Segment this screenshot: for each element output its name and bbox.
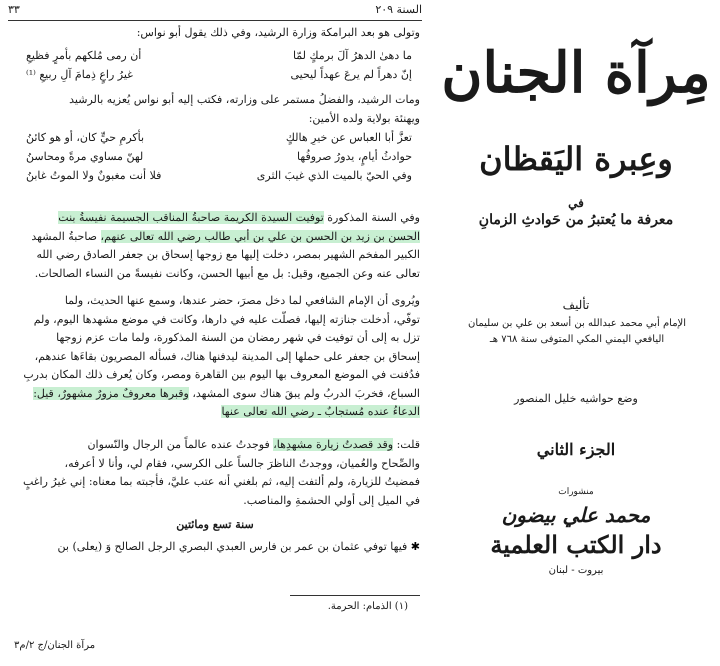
poem2-verse-1: تعزَّ أبا العباس عن خيرِ هالكٍ بأكرمِ حيٍّ كان، أو هو كائنُ [26,131,412,144]
highlight-3: وقبرها معروفٌ مزورٌ مشهورٌ، قيل: [33,386,189,400]
author-line-2: اليافعي اليمني المكي المتوفى سنة ٧٦٨ هـ [489,334,665,345]
book-title: مِرآة الجنان [441,40,711,106]
authorship-label: تأليف [562,298,590,312]
footnote: (١) الذمام: الحرمة. [327,601,408,612]
editor: وضع حواشيه خليل المنصور [514,392,638,405]
publisher: دار الكتب العلمية [490,530,662,559]
highlight-1: توفيت السيدة الكريمة صاحبةُ المناقب الجسيمة نفيسةُ بنت [58,211,324,224]
publisher-name: محمد علي بيضون [501,503,651,527]
paragraph-visit: قلت: وقد قصدتُ زيارة مشهدِها، فوجدتُ عنده عالماً من الرجال والنّسوان والصِّحاح والعُميان، ووجدتُ الناظرَ جالساً على الكرسي، فقام لي، وأنا لا أعرفه، فمضيتُ للزيارة، ولم ألتفت إليه، ثم بلغني أنه عتب عليَّ، فأجبته بما معناه: إني غيرُ راغبٍ في الميل إلى أولي الحشمةِ والمناصب. [23,438,420,507]
poem2-verse-2: حوادثُ أيامٍ، يدورُ صروفُها لهنّ مساوي مرةً ومحاسنُ [26,150,412,163]
publisher-city: بيروت - لبنان [548,565,604,576]
poem1-verse-2: إنّ دهراً لم يرعَ عهداً ليحيى غيرُ راعٍ ذِمامَ آلِ ربيعِ ⁽¹⁾ [26,68,412,81]
book-subtitle: وعِبرة اليَقظان [479,140,673,178]
poem2-verse-3: وفي الحيّ بالميت الذي غيبَ الثرى فلا أنت مغبونٌ ولا الموتُ غابنُ [26,169,412,182]
highlight-5: وقد قصدتُ زيارة مشهدِها، [273,438,394,451]
bullet-entry: ✱ فيها توفي عثمان بن عمر بن فارس العبدي البصري الرجل الصالح وَ (يعلى) بن [57,540,420,553]
page-footer: مرآة الجنان/ج ٢/م٣ [14,640,96,651]
page-number: ٣٣ [8,3,20,16]
header-rule [8,20,422,21]
asterisk-icon: ✱ [407,540,420,553]
title-page [430,0,720,666]
paragraph-death-rashid: ومات الرشيد، والفضلُ مستمر على وزارته، فكتب إليه أبو نواس يُعزيه بالرشيد ويهنئة بولاية ولده الأمين: [69,93,420,125]
subtitle-fi: في [568,196,584,210]
author-line-1: الإمام أبي محمد عبدالله بن أسعد بن علي بن سليمان [467,318,687,329]
paragraph-shafii: ويُروى أن الإمام الشافعي لما دخل مصرَ، حضر عندها، وسمع عنها الحديث، ولما توفّي، أدخلت جنازته إليها، فصلّت عليه في دارها، وكانت في موضع مشهدها اليوم، ولم تزل به إلى أن توفيت في شهر رمضان من السنة المذكورة، ولما مات عزم زوجها إسحاق بن جعفر على حملها إلى المدينة ليدفنها هناك، فسأله المصريون بقاءَها عندهم، فدُفنت في الموضع المعروف بها اليوم بين القاهرة ومصر، وكان يُعرف ذلك المكان بدربِ السباع، فخربَ الدربُ ولم يبقَ هناك سوى المشهد، وقبرها معروفٌ مزورٌ مشهورٌ، قيل: الدعاءُ عنده مُستجابٌ ـ رضي الله تعالى عنها [23,294,420,418]
paragraph-nafisa: وفي السنة المذكورة توفيت السيدة الكريمة صاحبةُ المناقب الجسيمة نفيسةُ بنت الحسن بن زيد بن الحسن بن علي بن أبي طالب رضي الله تعالى عنهم، صاحبةُ المشهد الكبير المفخم الشهير بمصر، دخلت إليها مع زوجها إسحاق بن جعفر الصادق رضي الله تعالى عنه وعن الجميع، وقيل: بل مع أبيها الحسن، وكانت نفيسةً من النساء الصالحات. [31,211,420,280]
highlight-4: الدعاءُ عنده مُستجابٌ ـ رضي الله تعالى عنها [221,405,420,418]
poem1-verse-1: ما دهىٰ الدهرُ آلَ برمكٍ لمّا أن رمى مُلكهم بأمرٍ فظيعِ [26,49,412,62]
footnote-rule [290,595,420,596]
book-subtitle-2: معرفة ما يُعتبرُ من حَوادثِ الزمانِ [478,212,674,228]
highlight-2: الحسن بن زيد بن الحسن بن علي بن أبي طالب رضي الله تعالى عنهم، [100,229,420,243]
year-header: السنة ٢٠٩ [375,3,422,16]
publisher-header: منشورات [558,487,594,497]
section-title: سنة تسع ومائتين [176,518,254,531]
volume: الجزء الثاني [536,440,616,459]
page-header [8,3,422,19]
intro-line: وتولى هو بعد البرامكة وزارة الرشيد، وفي ذلك يقول أبو نواس: [136,26,420,39]
